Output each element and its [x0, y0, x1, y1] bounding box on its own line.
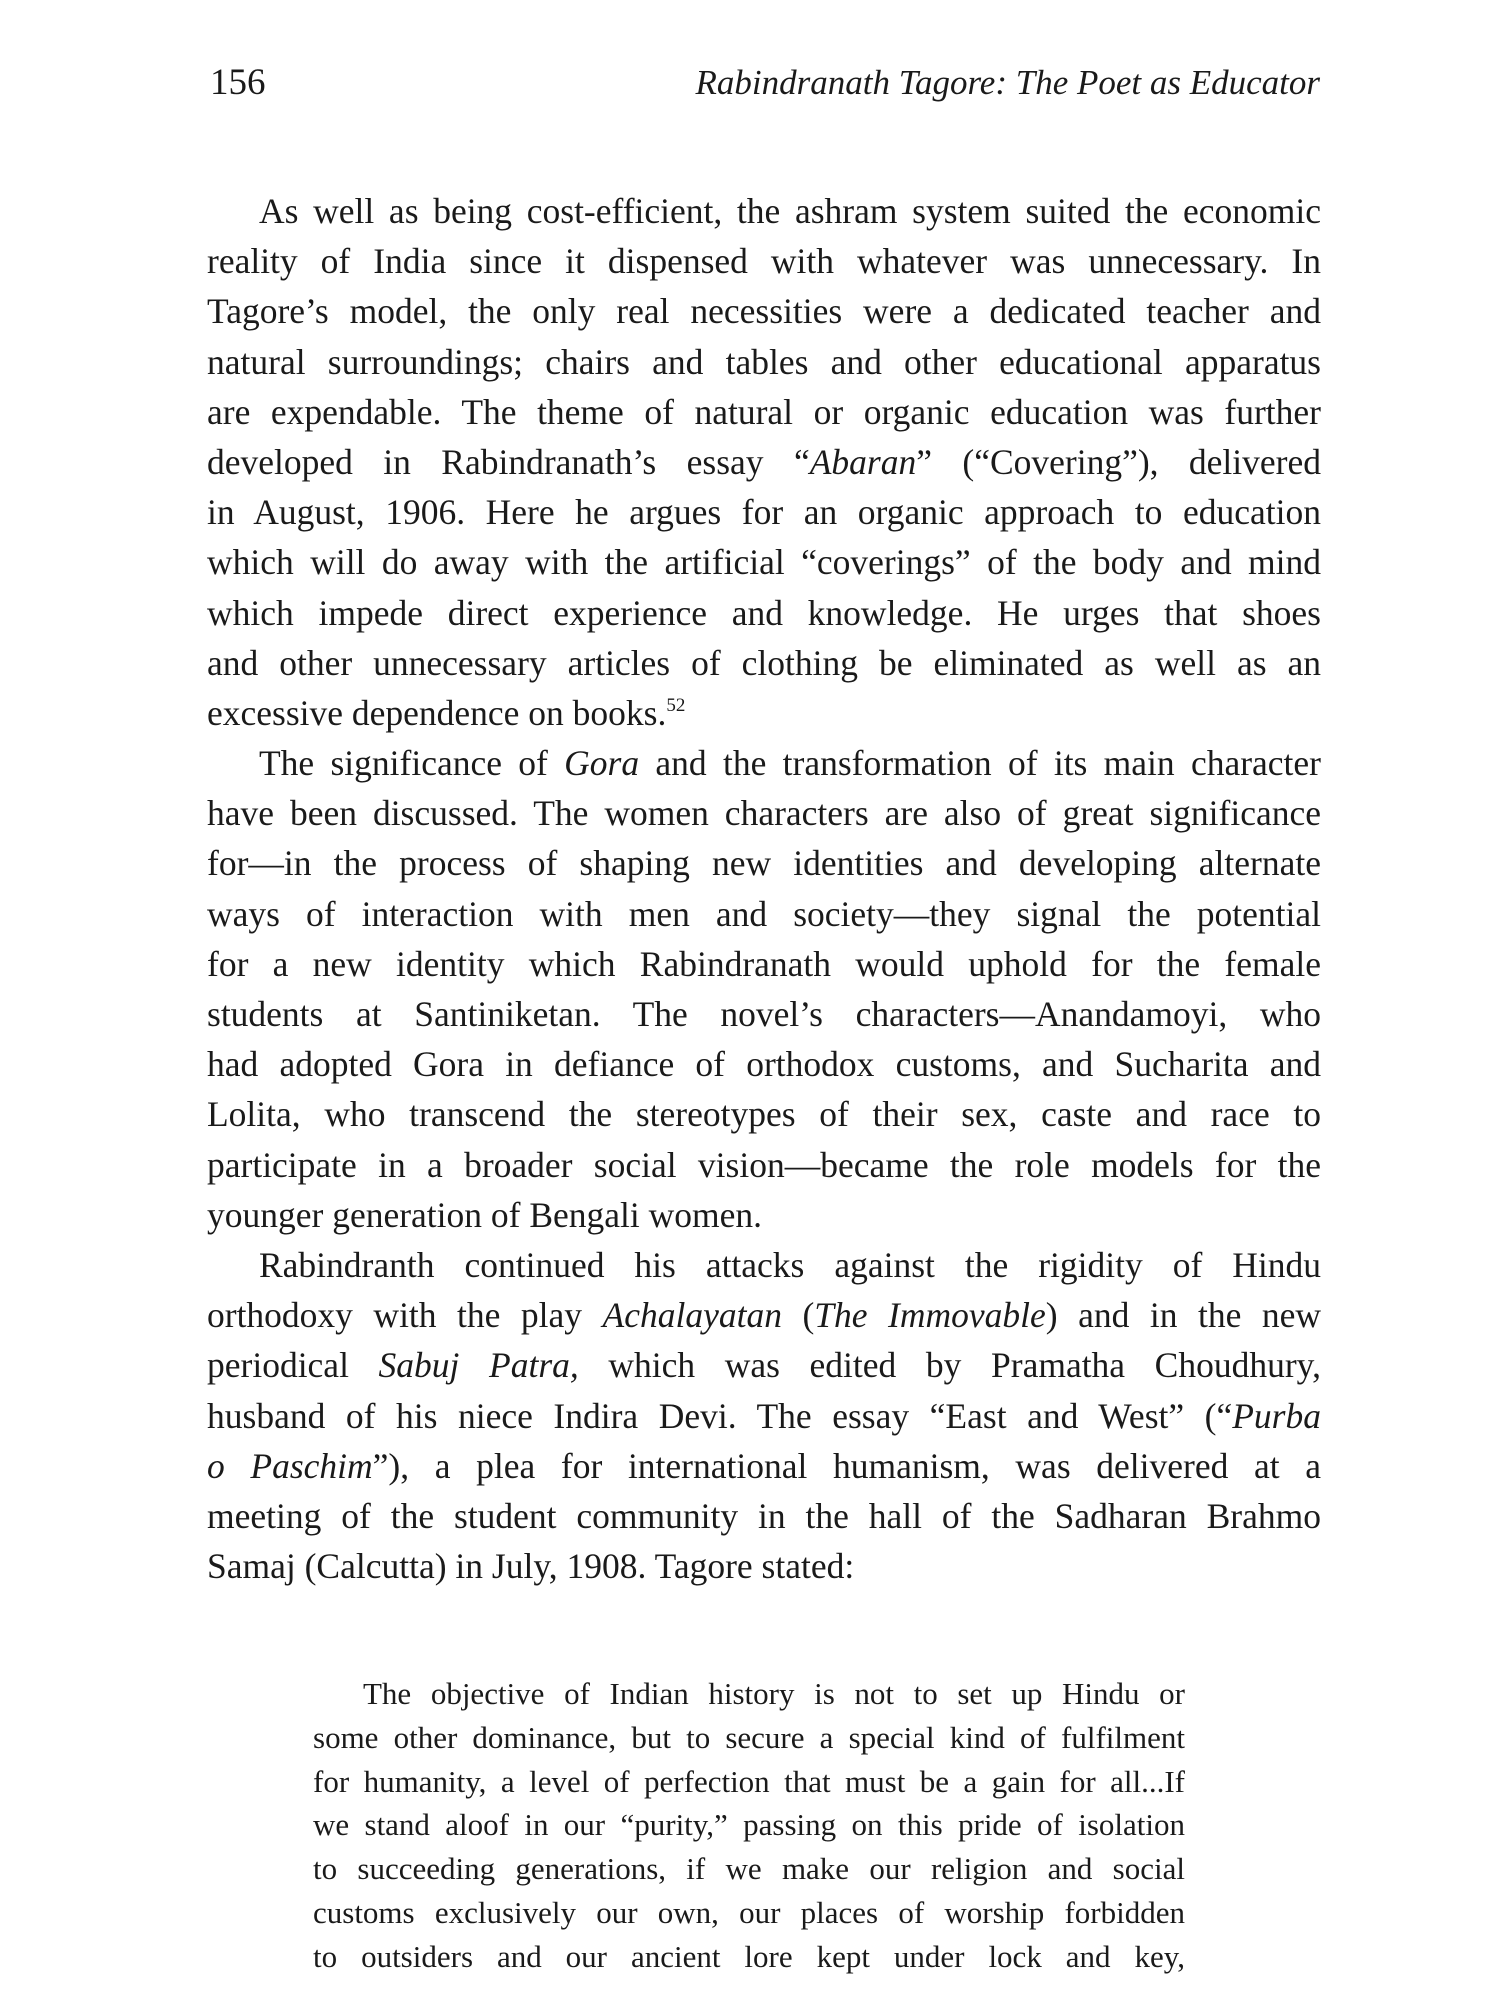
text-run: and the transformation of its main character [639, 743, 1321, 784]
quote-line: to succeeding generations, if we make our religion and social [313, 1851, 1185, 1887]
text-run: ) and in the new [1045, 1295, 1321, 1336]
text-line [207, 688, 1321, 738]
text-run: ( [781, 1295, 815, 1336]
text-line: meeting of the student community in the hall of the Sadharan Brahmo [207, 1495, 1321, 1536]
text-line [207, 1290, 1321, 1340]
block-quote [313, 1672, 1185, 1979]
text-line: for—in the process of shaping new identities and developing alternate [207, 843, 1321, 884]
text-line: for a new identity which Rabindranath would uphold for the female [207, 943, 1321, 984]
paragraph-hindu-orthodoxy [207, 1240, 1321, 1591]
text-line: which will do away with the artificial “coverings” of the body and mind [207, 542, 1321, 583]
footnote-reference[interactable]: 52 [666, 694, 686, 716]
text-run: ” (“Covering”), delivered [916, 441, 1321, 482]
text-line [207, 738, 1321, 788]
text-line: Rabindranth continued his attacks against the rigidity of Hindu [259, 1244, 1321, 1285]
essay-title-abaran: Abaran [809, 441, 917, 482]
text-line: and other unnecessary articles of clothing be eliminated as well as an [207, 642, 1321, 683]
text-line: which impede direct experience and knowledge. He urges that shoes [207, 592, 1321, 633]
essay-title-paschim: o Paschim [207, 1445, 373, 1486]
quote-line: The objective of Indian history is not to set up Hindu or [363, 1676, 1185, 1711]
running-head [210, 58, 1320, 108]
text-line: Lolita, who transcend the stereotypes of their sex, caste and race to [207, 1094, 1321, 1135]
text-line: had adopted Gora in defiance of orthodox customs, and Sucharita and [207, 1044, 1321, 1085]
play-title-achalayatan: Achalayatan [602, 1295, 782, 1336]
novel-title-gora: Gora [564, 743, 640, 784]
essay-title-purba: Purba [1232, 1395, 1321, 1436]
text-line [207, 1441, 1321, 1491]
text-run: ”), a plea for international humanism, was delivered at a [372, 1445, 1321, 1486]
text-line [207, 437, 1321, 487]
body-text [207, 186, 1321, 1591]
text-line: ways of interaction with men and society—they signal the potential [207, 893, 1321, 934]
quote-line: to outsiders and our ancient lore kept under lock and key, [313, 1938, 1185, 1974]
text-line: in August, 1906. Here he argues for an organic approach to education [207, 492, 1321, 533]
quote-line: customs exclusively our own, our places of worship forbidden [313, 1894, 1185, 1930]
text-line: reality of India since it dispensed with whatever was unnecessary. In [207, 241, 1321, 282]
page-number: 156 [210, 62, 266, 103]
text-run: which was edited by Pramatha Choudhury, [578, 1345, 1321, 1386]
text-line: are expendable. The theme of natural or organic education was further [207, 391, 1321, 432]
text-line [207, 1340, 1321, 1390]
text-run: excessive dependence on books. [207, 692, 667, 733]
quote-line: for humanity, a level of perfection that must be a gain for all...If [313, 1763, 1185, 1799]
text-run: husband of his niece Indira Devi. The essay “East and West” (“ [207, 1395, 1233, 1436]
text-run: The significance of [259, 743, 565, 784]
running-title: Rabindranath Tagore: The Poet as Educator [695, 63, 1320, 102]
text-line: younger generation of Bengali women. [207, 1194, 763, 1235]
text-run: developed in Rabindranath’s essay “ [207, 441, 810, 482]
paragraph-gora-women [207, 738, 1321, 1240]
text-run: periodical [207, 1345, 379, 1386]
periodical-title-sabuj-patra: Sabuj Patra, [378, 1345, 579, 1386]
text-run: orthodoxy with the play [207, 1295, 603, 1336]
text-line: students at Santiniketan. The novel’s characters—Anandamoyi, who [207, 994, 1321, 1034]
quote-line: some other dominance, but to secure a special kind of fulfilment [313, 1719, 1185, 1755]
quote-line: we stand aloof in our “purity,” passing on this pride of isolation [313, 1807, 1185, 1843]
text-line: natural surroundings; chairs and tables and other educational apparatus [207, 341, 1321, 382]
play-title-translation: The Immovable [814, 1295, 1046, 1336]
text-line: Tagore’s model, the only real necessities were a dedicated teacher and [207, 291, 1321, 332]
text-line: have been discussed. The women characters are also of great significance [207, 793, 1321, 834]
text-line: Samaj (Calcutta) in July, 1908. Tagore stated: [207, 1546, 855, 1587]
text-line: As well as being cost-efficient, the ashram system suited the economic [259, 191, 1321, 231]
text-line: participate in a broader social vision—became the role models for the [207, 1144, 1321, 1185]
text-line [207, 1391, 1321, 1441]
paragraph-ashram-system [207, 186, 1321, 738]
